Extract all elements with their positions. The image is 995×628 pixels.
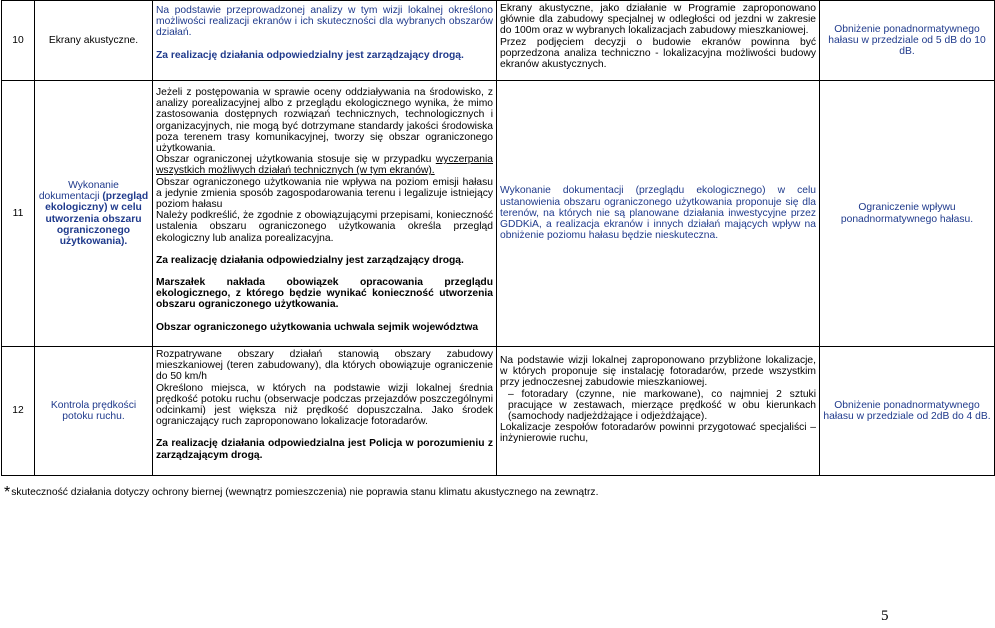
action-name: Ekrany akustyczne.	[35, 1, 153, 81]
underlined-text: wyczerpania wszystkich możliwych działań technicznych (w tym ekranów).	[156, 154, 493, 177]
description-text: Na podstawie przeprowadzonej analizy w tym wizji lokalnej określono możliwości realizacji ekranów i ich skuteczności dla wybranych obszarów działań.	[156, 5, 493, 39]
description-text: Obszar ograniczonego użytkowania nie wpływa na poziom emisji hałasu a jedynie zmienia sposób zagospodarowania terenu i legalizuje istniejący poziom hałasu	[156, 176, 493, 211]
implementation-description	[153, 1, 497, 81]
expected-effect: Ograniczenie wpływu ponadnormatywnego hałasu.	[820, 81, 995, 347]
implementation-description	[153, 347, 497, 476]
responsibility-text: Za realizację działania odpowiedzialna jest Policja w porozumieniu z zarządzającym drogą.	[156, 438, 493, 461]
proposal-description	[497, 1, 820, 81]
proposal-description: Wykonanie dokumentacji (przeglądu ekologicznego) w celu ustanowienia obszaru ograniczonego użytkowania proponuje się dla terenów, na których nie są planowane działania inwestycyjne przez GDDKiA, a realizacja ekranów i innych działań mających wpływ na obniżenie poziomu hałasu będzie nieskuteczna.	[497, 81, 820, 347]
description-text: Rozpatrywane obszary działań stanowią obszary zabudowy mieszkaniowej (teren zabudowany), dla których obowiązuje ograniczenie do 50 km/h	[156, 349, 493, 383]
footnote	[4, 484, 598, 502]
proposal-list-item: – fotoradary (czynne, nie markowane), co najmniej 2 sztuki pracujące w zestawach, mierzące prędkość w obu kierunkach (samochody nadjeżdżające i odjeżdżające).	[508, 388, 816, 423]
row-number: 11	[2, 81, 35, 347]
responsibility-text: Marszałek nakłada obowiązek opracowania przeglądu ekologicznego, z którego będzie wynikać konieczność utworzenia obszaru ograniczonego użytkowania.	[156, 277, 493, 311]
expected-effect: Obniżenie ponadnormatywnego hałasu w przedziale od 2dB do 4 dB.	[820, 347, 995, 476]
table-row-11	[2, 81, 995, 347]
table-row-10	[2, 1, 995, 81]
action-name	[35, 81, 153, 347]
table-row-12	[2, 347, 995, 476]
description-text: Określono miejsca, w których na podstawie wizji lokalnej średnia prędkość potoku ruchu (obserwacje podczas przejazdów poszczególnymi odcinkami) jest większa niż prędkość dopuszczalna. Jako środek ograniczający ruch zaproponowano lokalizacje fotoradarów.	[156, 382, 493, 428]
responsibility-text: Za realizację działania odpowiedzialny jest zarządzający drogą.	[156, 254, 464, 266]
proposal-text: Lokalizacje zespołów fotoradarów powinni przygotować specjaliści – inżynierowie ruchu,	[500, 422, 816, 445]
action-name-bold: (przegląd ekologiczny) w celu utworzenia obszaru ograniczonego użytkowania).	[45, 191, 149, 247]
description-text: Należy podkreślić, że zgodnie z obowiązującymi przepisami, konieczność ustalenia obszaru ograniczonego użytkowania określa przegląd ekologiczny lub analiza porealizacyjna.	[156, 210, 493, 244]
row-number: 12	[2, 347, 35, 476]
responsibility-text: Obszar ograniczonego użytkowania uchwala sejmik województwa	[156, 321, 479, 333]
proposal-text: Na podstawie wizji lokalnej zaproponowano przybliżone lokalizacje, w których proponuje się instalację fotoradarów, przede wszystkim przy jednoczesnej zabudowie mieszkaniowej.	[500, 355, 816, 389]
expected-effect: Obniżenie ponadnormatywnego hałasu w przedziale od 5 dB do 10 dB.	[820, 1, 995, 81]
proposal-description	[497, 347, 820, 476]
footnote-marker: *	[4, 484, 11, 501]
proposal-text: Przez podjęciem decyzji o budowie ekranów powinna być poprzedzona analiza techniczno - lokalizacyjna możliwości budowy ekranów akustycznych.	[500, 36, 816, 71]
row-number: 10	[2, 1, 35, 81]
responsibility-text: Za realizację działania odpowiedzialny jest zarządzający drogą.	[156, 49, 464, 61]
footnote-text: skuteczność działania dotyczy ochrony biernej (wewnątrz pomieszczenia) nie poprawia stanu klimatu akustycznego na zewnątrz.	[11, 487, 599, 498]
measures-table	[1, 0, 995, 476]
implementation-description	[153, 81, 497, 347]
page-number: 5	[881, 608, 889, 624]
proposal-text: Ekrany akustyczne, jako działanie w Programie zaproponowano głównie dla zabudowy specjalnej w odległości od jezdni w zakresie do 100m oraz w wybranych lokalizacjach zabudowy mieszkaniowej.	[500, 3, 816, 37]
description-text: Obszar ograniczonej użytkowania stosuje się w przypadku wyczerpania wszystkich możliwych działań technicznych (w tym ekranów).	[156, 154, 493, 177]
action-name-plain: Wykonanie dokumentacji	[38, 179, 119, 203]
description-text: Jeżeli z postępowania w sprawie oceny oddziaływania na środowisko, z analizy porealizacyjnej albo z przeglądu ekologicznego wynika, że mimo zastosowania dostępnych rozwiązań technicznych, technologicznych i organizacyjnych, nie mogą być dotrzymane standardy jakości środowiska poza terenem trasy komunikacyjnej, tworzy się obszar ograniczonego użytkowania.	[156, 87, 493, 155]
action-name: Kontrola prędkości potoku ruchu.	[35, 347, 153, 476]
